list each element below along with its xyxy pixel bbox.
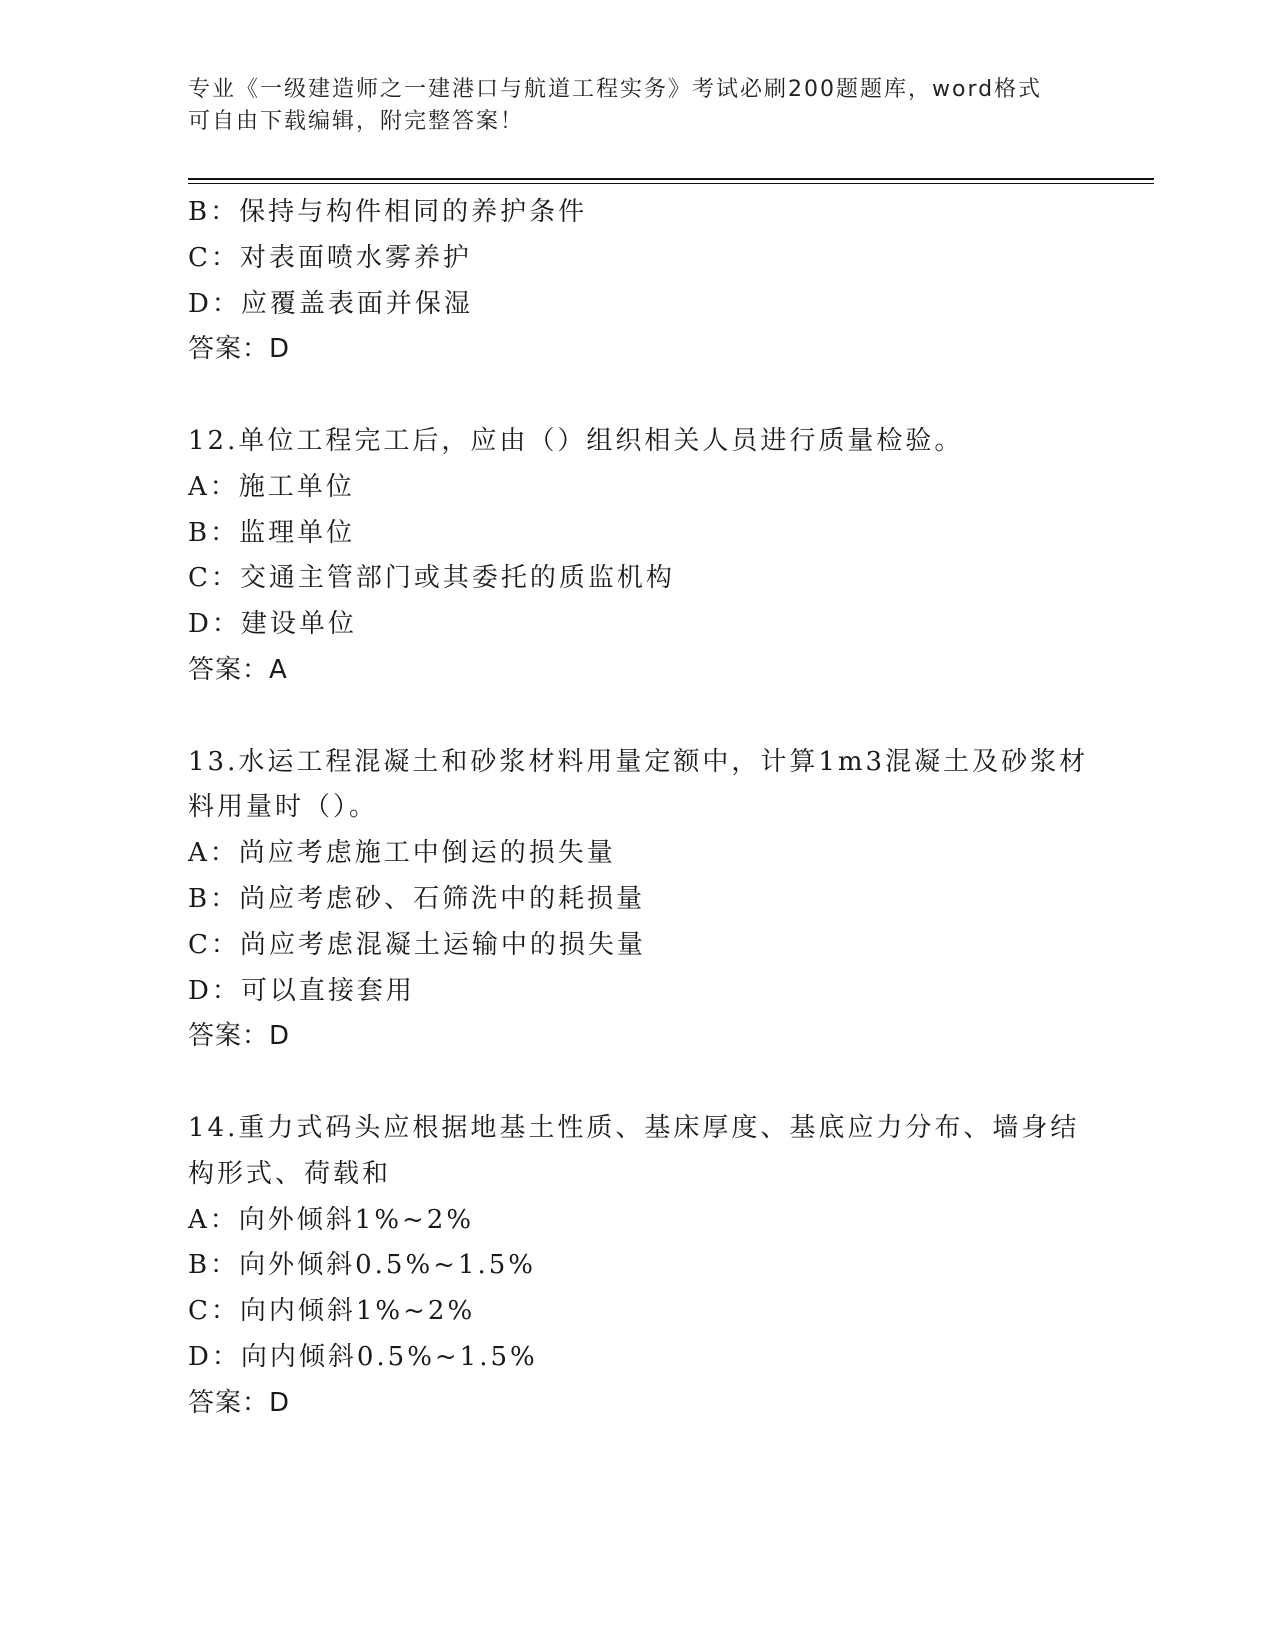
option-d: D：建设单位 (188, 609, 357, 640)
option-a: A：向外倾斜1%~2% (188, 1204, 475, 1235)
option-b: B：保持与构件相同的养护条件 (188, 197, 588, 227)
question-stem-line-1: 13.水运工程混凝土和砂浆材料用量定额中，计算1m3混凝土及砂浆材 (188, 746, 1089, 777)
question-stem-line-2: 构形式、荷载和 (188, 1158, 392, 1189)
option-d: D：可以直接套用 (188, 975, 415, 1006)
question-13 (188, 740, 1088, 1061)
option-a: A：尚应考虑施工中倒运的损失量 (188, 838, 616, 869)
answer-line: 答案：D (188, 334, 291, 365)
header-subtitle-line: 可自由下载编辑，附完整答案！ (188, 109, 525, 134)
option-c: C：交通主管部门或其委托的质监机构 (188, 563, 675, 594)
answer-line: 答案：A (188, 654, 288, 685)
answer-line: 答案：D (188, 1021, 291, 1052)
question-stem: 12.单位工程完工后，应由（）组织相关人员进行质量检验。 (188, 425, 964, 456)
option-b: B：尚应考虑砂、石筛洗中的耗损量 (188, 883, 646, 914)
option-d: D：向内倾斜0.5%~1.5% (188, 1341, 538, 1372)
question-14 (188, 1106, 1088, 1427)
spacer (188, 694, 1088, 740)
header-rule-thick (188, 178, 1154, 180)
question-list (188, 190, 1088, 1427)
spacer (188, 1060, 1088, 1106)
question-11-tail (188, 190, 1088, 373)
option-d: D：应覆盖表面并保湿 (188, 288, 473, 319)
spacer (188, 373, 1088, 419)
question-stem-line-1: 14.重力式码头应根据地基土性质、基床厚度、基底应力分布、墙身结 (188, 1112, 1080, 1143)
header-title-line: 专业《一级建造师之一建港口与航道工程实务》考试必刷200题题库，word格式 (188, 77, 1043, 102)
option-a: A：施工单位 (188, 471, 355, 502)
question-12 (188, 419, 1088, 694)
option-b: B：向外倾斜0.5%~1.5% (188, 1250, 536, 1281)
answer-line: 答案：D (188, 1387, 291, 1418)
document-header (188, 74, 1088, 138)
question-stem-line-2: 料用量时（）。 (188, 792, 379, 823)
option-b: B：监理单位 (188, 517, 356, 548)
option-c: C：尚应考虑混凝土运输中的损失量 (188, 929, 646, 960)
header-rule-thin (188, 183, 1154, 184)
option-c: C：对表面喷水雾养护 (188, 242, 472, 273)
option-c: C：向内倾斜1%~2% (188, 1296, 476, 1327)
